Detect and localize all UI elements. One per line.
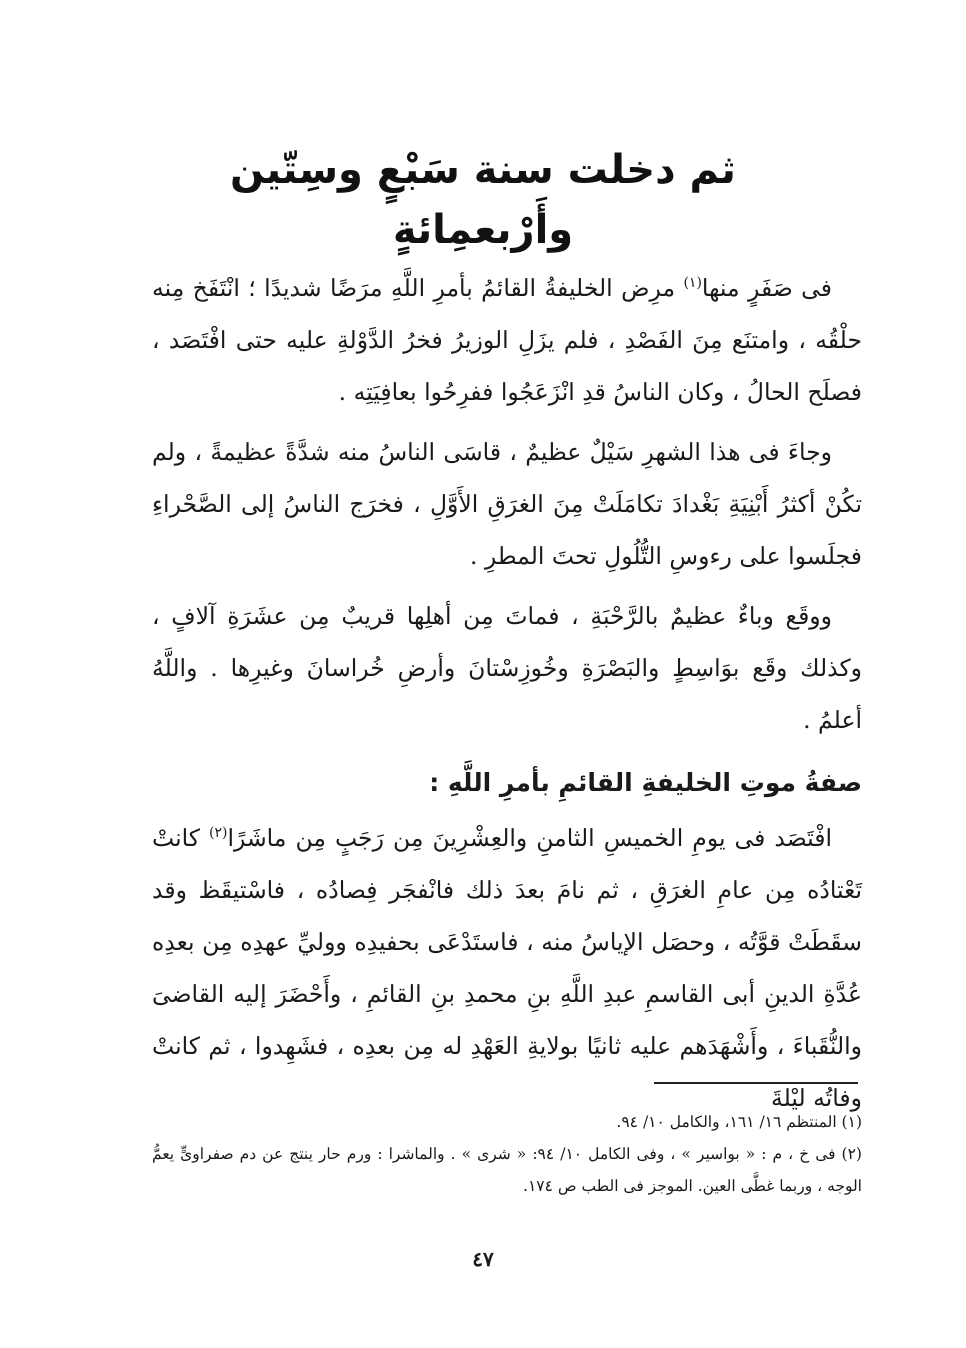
paragraph-text: ووقَع وباءٌ عظيمٌ بالرَّحْبَةِ ، فماتَ مِن أهلِها قريبٌ مِن عشَرَةِ آلافٍ ، وكذلك وقَع بوَاسِطٍ والبَصْرَةِ وخُوزِسْتانَ وأرضِ خُراسانَ وغيرِها . واللَّهُ أعلمُ . bbox=[152, 602, 862, 734]
paragraph-text: فى صَفَرٍ منها bbox=[701, 274, 832, 302]
footnotes bbox=[152, 1106, 862, 1202]
paragraph-plague bbox=[152, 590, 862, 746]
footnote-1: (١) المنتظم ١٦/ ١٦١، والكامل ١٠/ ٩٤. bbox=[616, 1113, 862, 1131]
paragraph-text: كانتْ تَعْتادُه مِن عامِ الغرَقِ ، ثم نامَ بعدَ ذلك فانْفجَر فِصادُه ، فاسْتيقَظ وقد سقَطَتْ قوَّتُه ، وحصَل الإياسُ منه ، فاستَدْعَى بحفيدِه ووليِّ عهدِه مِن بعدِه عُدَّةِ الدينِ أبى القاسمِ عبدِ اللَّهِ بنِ محمدِ بنِ القائمِ ، وأَحْضَرَ إليه القاضىَ والنُّقَباءَ ، وأَشْهَدَهم عليه ثانيًا بولايةِ العَهْدِ له مِن بعدِه ، فشَهِدوا ، ثم كانتْ وفاتُه ليْلةَ bbox=[152, 824, 862, 1112]
paragraph-death bbox=[152, 812, 862, 1124]
footnote-2: (٢) فى خ ، م : « بواسير » ، وفى الكامل ١٠/ ٩٤: « شرى » . والماشرا : ورم حار ينتج عن دم صفراوىٍّ يعمُّ الوجه ، وربما غطَّى العين. الموجز فى الطب ص ١٧٤. bbox=[152, 1145, 862, 1195]
paragraph-text: وجاءَ فى هذا الشهرِ سَيْلٌ عظيمٌ ، قاسَى الناسُ منه شدَّةً عظيمةً ، ولم تكُنْ أكثرُ أَبْنِيَةِ بَغْدادَ تكامَلَتْ مِنَ الغرَقِ الأَوَّلِ ، فخرَج الناسُ إلى الصَّحْراءِ فجلَسوا على رءوسِ التُّلُولِ تحتَ المطرِ . bbox=[152, 438, 862, 570]
main-text bbox=[152, 262, 862, 1132]
paragraph-text: مرِض الخليفةُ القائمُ بأمرِ اللَّهِ مرَضًا شديدًا ؛ انْتَفَخ مِنه حلْقُه ، وامتنَع مِنَ الفَصْدِ ، فلم يزَلِ الوزيرُ فخرُ الدَّوْلةِ عليه حتى افْتَصَد ، فصلَح الحالُ ، وكان الناسُ قدِ انْزَعَجُوا ففرِحُوا بعافِيَتِه . bbox=[152, 274, 862, 406]
chapter-title: ثم دخلت سنة سَبْعٍ وسِتّين وأَرْبعمِائةٍ bbox=[230, 147, 736, 253]
section-heading: صفةُ موتِ الخليفةِ القائمِ بأمرِ اللَّهِ : bbox=[429, 768, 862, 797]
footnote-ref-1[interactable]: (١) bbox=[683, 275, 702, 292]
paragraph-illness bbox=[152, 262, 862, 418]
paragraph-text: افْتَصَد فى يومِ الخميسِ الثامنِ والعِشْرِينَ مِن رَجَبٍ مِن ماشَرًا bbox=[227, 824, 832, 852]
footnote-divider bbox=[654, 1082, 858, 1084]
footnote-ref-2[interactable]: (٢) bbox=[209, 825, 228, 842]
page-number: ٤٧ bbox=[472, 1247, 494, 1271]
paragraph-flood bbox=[152, 426, 862, 582]
